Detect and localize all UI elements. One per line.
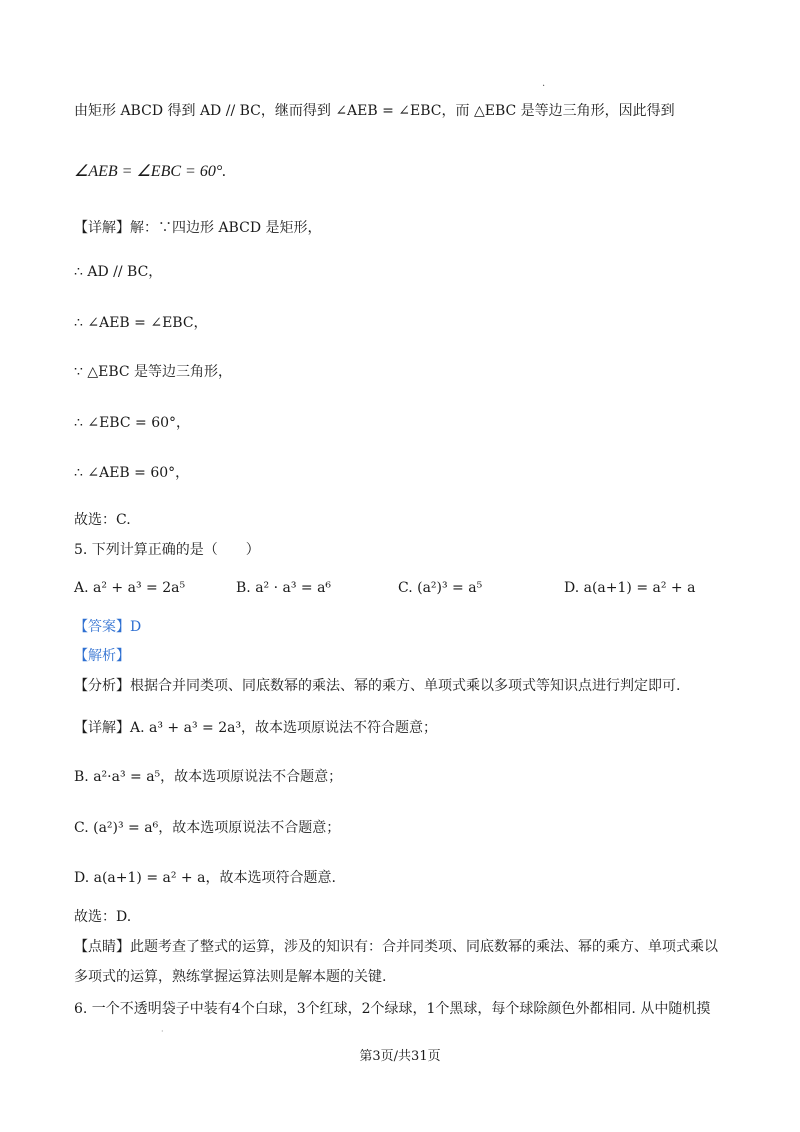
step-equilateral: ∵ △EBC 是等边三角形， bbox=[74, 364, 233, 380]
analysis-label: 【解析】 bbox=[74, 648, 130, 664]
detail-b: B. a²·a³ = a⁵，故本选项原说法不合题意； bbox=[74, 769, 343, 785]
option-a: A. a² + a³ = 2a⁵ bbox=[74, 580, 186, 596]
step-ad-parallel-bc: ∴ AD // BC， bbox=[74, 264, 163, 280]
option-d: D. a(a+1) = a² + a bbox=[564, 580, 696, 596]
question-5: 5. 下列计算正确的是（ ） bbox=[74, 542, 260, 558]
option-c: C. (a²)³ = a⁵ bbox=[398, 580, 483, 596]
detail-a: 【详解】A. a³ + a³ = 2a³，故本选项原说法不符合题意； bbox=[74, 720, 438, 736]
option-b: B. a² · a³ = a⁶ bbox=[236, 580, 332, 596]
commentary-line-2: 多项式的运算，熟练掌握运算法则是解本题的关键. bbox=[74, 969, 387, 985]
analysis-text: 【分析】根据合并同类项、同底数幂的乘法、幂的乘方、单项式乘以多项式等知识点进行判定即可. bbox=[74, 678, 681, 694]
answer-choice-d: 故选：D. bbox=[74, 909, 132, 925]
scan-mark: . bbox=[542, 78, 546, 89]
scan-mark-bottom: · bbox=[161, 1027, 164, 1036]
detail-d: D. a(a+1) = a² + a，故本选项符合题意. bbox=[74, 870, 336, 886]
answer-choice-c: 故选：C. bbox=[74, 512, 131, 528]
step-aeb-equals-ebc: ∴ ∠AEB = ∠EBC， bbox=[74, 315, 208, 331]
answer-label: 【答案】D bbox=[74, 619, 142, 635]
detail-heading: 【详解】解：∵四边形 ABCD 是矩形， bbox=[74, 220, 322, 236]
text-line-1: 由矩形 ABCD 得到 AD // BC，继而得到 ∠AEB = ∠EBC，而 △EBC 是等边三角形，因此得到 bbox=[74, 103, 675, 119]
commentary-line-1: 【点睛】此题考查了整式的运算，涉及的知识有：合并同类项、同底数幂的乘法、幂的乘方、单项式乘以 bbox=[74, 939, 718, 955]
step-ebc-60: ∴ ∠EBC = 60°， bbox=[74, 415, 191, 431]
step-aeb-60: ∴ ∠AEB = 60°， bbox=[74, 465, 190, 481]
text-line-2: ∠AEB = ∠EBC = 60°. bbox=[74, 163, 227, 180]
detail-c: C. (a²)³ = a⁶，故本选项原说法不合题意； bbox=[74, 820, 341, 836]
page-footer: 第3页/共31页 bbox=[359, 1049, 441, 1064]
question-6: 6. 一个不透明袋子中装有4个白球，3个红球，2个绿球，1个黑球，每个球除颜色外都相同. 从中随机摸 bbox=[74, 1001, 711, 1017]
